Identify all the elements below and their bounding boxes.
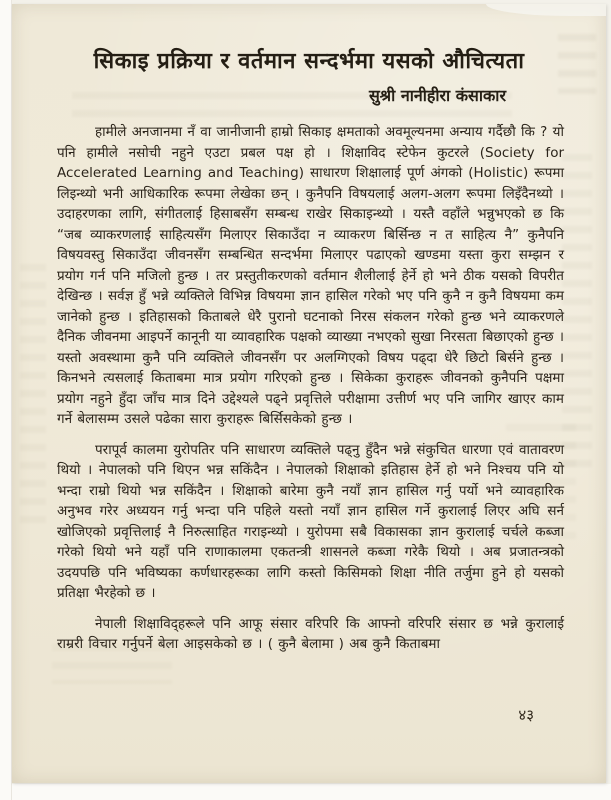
author-byline: सुश्री नानीहीरा कंसाकार xyxy=(368,85,506,105)
torn-corner xyxy=(486,4,606,16)
page-number: ४३ xyxy=(518,706,534,724)
article-body xyxy=(57,122,564,665)
page-title: सिकाइ प्रक्रिया र वर्तमान सन्दर्भमा यसको औचित्यता xyxy=(93,49,525,74)
paragraph-2: परापूर्व कालमा युरोपतिर पनि साधारण व्यक्तिले पढ्नु हुँदैन भन्ने संकुचित धारणा एवं वातावरण थियो । नेपालको पनि थिएन भन्न सकिंदैन । नेपालको शिक्षाको इतिहास हेर्ने हो भने निश्चय पनि यो भन्दा राम्रो थियो भन्न सकिंदैन । शिक्षाको बारेमा कुनै नयाँ ज्ञान हासिल गर्नु पर्यो भने व्यावहारिक अनुभव गरेर अध्ययन गर्नु भन्दा पनि पहिले यस्तो नयाँ ज्ञान हासिल गर्ने कुरालाई लिएर अघि सर्न खोजिएको प्रवृत्तिलाई नै निरुत्साहित गराइन्थ्यो । युरोपमा सबै विकासका ज्ञान कुरालाई चर्चले कब्जा गरेको थियो भने यहाँ पनि राणाकालमा एकतन्त्री शासनले कब्जा गरेकै थियो । अब प्रजातन्त्रको उदयपछि पनि भविष्यका कर्णधारहरूका लागि कस्तो किसिमको शिक्षा नीति तर्जुमा हुने हो यसको प्रतिक्षा भैरहेको छ । xyxy=(57,441,564,601)
bleedthrough-smudge xyxy=(20,264,46,524)
bleedthrough-smudge xyxy=(562,154,592,474)
scanned-page xyxy=(12,4,606,783)
paragraph-1: हामीले अनजानमा नँ वा जानीजानी हाम्रो सिकाइ क्षमताको अवमूल्यनमा अन्याय गर्दैछौ कि ? यो पनि हामीले नसोची नहुने एउटा प्रबल पक्ष हो । शिक्षाविद स्टेफेन कुटरले (Society for Accelerated Learning and Teaching) साधारण शिक्षालाई पूर्ण अंगको (Holistic) रूपमा लिइन्थ्यो भनी आधिकारिक रूपमा लेखेका छन् । कुनैपनि विषयलाई अलग-अलग रूपमा लिइँदैनथ्यो । उदाहरणका लागि, संगीतलाई हिसाबसँग सम्बन्ध राखेर सिकाइन्थ्यो । यस्तै वहाँले भन्नुभएको छ कि “जब व्याकरणलाई साहित्यसँग मिलाएर सिकाउँदा न व्याकरण बिर्सिन्छ न त साहित्य नै” कुनैपनि विषयवस्तु सिकाउँदा जीवनसँग सम्बन्धित सन्दर्भमा मिलाएर पढाएको खण्डमा यस्ता कुरा सम्झन र प्रयोग गर्न पनि मजिलो हुन्छ । तर प्रस्तुतीकरणको वर्तमान शैलीलाई हेर्ने हो भने ठीक यसको विपरीत देखिन्छ । सर्वज्ञ हुँ भन्ने व्यक्तिले विभिन्न विषयमा ज्ञान हासिल गरेको भए पनि कुनै न कुनै विषयमा कम जानेको हुन्छ । इतिहासको किताबले धेरै पुरानो घटनाको निरस संकलन गरेको हुन्छ भने व्याकरणले दैनिक जीवनमा आइपर्ने कानूनी या व्यावहारिक पक्षको व्याख्या नभएको सुखा निरसता बिछाएको हुन्छ । यस्तो अवस्थामा कुनै पनि व्यक्तिले जीवनसँग पर अलग्गिएको विषय पढ्दा धेरै छिटो बिर्सने हुन्छ । किनभने त्यसलाई किताबमा मात्र प्रयोग गरिएको हुन्छ । सिकेका कुराहरू जीवनको कुनैपनि पक्षमा प्रयोग नहुने हुँदा जाँच मात्र दिने उद्देश्यले पढ्ने प्रवृत्तिले परीक्षामा उत्तीर्ण भए पनि जागिर खाएर काम गर्ने बेलासम्म उसले पढेका सारा कुराहरू बिर्सिसकेको हुन्छ । xyxy=(57,124,564,427)
paragraph-3: नेपाली शिक्षाविद्हरूले पनि आफू संसार वरिपरि कि आफ्नो वरिपरि संसार छ भन्ने कुरालाई राम्ररी विचार गर्नुपर्ने बेला आइसकेको छ । ( कुनै बेलामा ) अब कुनै किताबमा xyxy=(57,615,564,652)
